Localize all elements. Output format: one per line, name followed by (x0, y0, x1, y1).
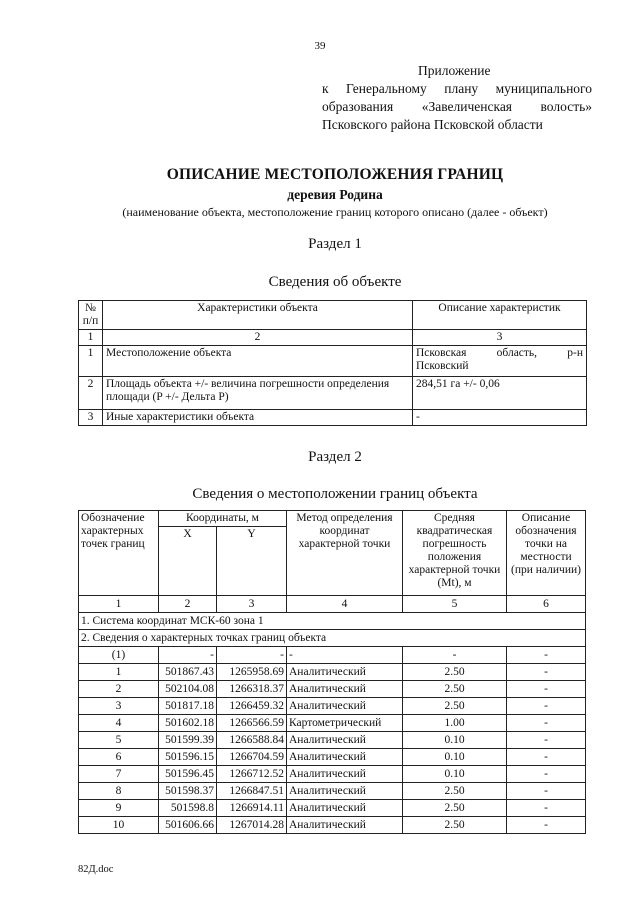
coord-y: 1266318.37 (217, 681, 287, 698)
coord-y: 1265958.69 (217, 664, 287, 681)
document-note: (наименование объекта, местоположение границ которого описано (далее - объект) (122, 205, 548, 219)
index-cell: 3 (217, 596, 287, 613)
point-label: 4 (79, 715, 159, 732)
coord-x: 501817.18 (159, 698, 217, 715)
coord-x: 502104.08 (159, 681, 217, 698)
table2-index-row (79, 596, 586, 613)
error-cell: 0.10 (403, 749, 507, 766)
point-label: 2 (79, 681, 159, 698)
row-description: - (413, 410, 587, 426)
error-cell: 2.50 (403, 698, 507, 715)
method-cell: Аналитический (287, 766, 403, 783)
header-x: X (159, 527, 217, 596)
table-row (79, 664, 586, 681)
error-cell: 2.50 (403, 783, 507, 800)
coord-y: 1266459.32 (217, 698, 287, 715)
point-label: 8 (79, 783, 159, 800)
index-cell: 1 (79, 330, 103, 346)
mark-cell: - (507, 698, 586, 715)
mark-cell: - (507, 783, 586, 800)
table-row (79, 681, 586, 698)
desc-part: область, (496, 347, 538, 359)
row-num: 1 (79, 346, 103, 377)
coord-x: - (159, 647, 217, 664)
table-row (79, 766, 586, 783)
header-num: № п/п (79, 301, 103, 330)
mark-cell: - (507, 664, 586, 681)
header-mark: Описание обозначения точки на местности (при наличии) (507, 511, 586, 596)
page-number: 39 (314, 40, 326, 52)
file-name: 82Д.doc (78, 864, 114, 875)
coord-y: 1266566.59 (217, 715, 287, 732)
coord-x: 501598.8 (159, 800, 217, 817)
point-label: 5 (79, 732, 159, 749)
error-cell: 2.50 (403, 800, 507, 817)
section1-heading: Раздел 1 (308, 236, 362, 252)
table-row (79, 647, 586, 664)
coord-x: 501598.37 (159, 783, 217, 800)
header-designation: Обозначение характерных точек границ (79, 511, 159, 596)
point-label: 9 (79, 800, 159, 817)
points-caption: 2. Сведения о характерных точках границ объекта (79, 630, 586, 647)
point-label: 10 (79, 817, 159, 834)
row-description: 284,51 га +/- 0,06 (413, 377, 587, 410)
error-cell: 2.50 (403, 664, 507, 681)
method-cell: Картометрический (287, 715, 403, 732)
coord-y: 1266588.84 (217, 732, 287, 749)
table1-index-row (79, 330, 587, 346)
index-cell: 5 (403, 596, 507, 613)
document-subtitle: деревия Родина (287, 187, 383, 202)
table-row (79, 410, 587, 426)
coord-x: 501596.15 (159, 749, 217, 766)
section1-subheading: Сведения об объекте (268, 274, 402, 290)
index-cell: 2 (103, 330, 413, 346)
object-info-table (78, 300, 587, 426)
document-title: ОПИСАНИЕ МЕСТОПОЛОЖЕНИЯ ГРАНИЦ (166, 166, 504, 183)
index-cell: 2 (159, 596, 217, 613)
error-cell: 2.50 (403, 817, 507, 834)
coord-y: 1266712.52 (217, 766, 287, 783)
row-characteristic: Местоположение объекта (103, 346, 413, 377)
coord-x: 501596.45 (159, 766, 217, 783)
row-characteristic: Площадь объекта +/- величина погрешности определения площади (P +/- Дельта P) (103, 377, 413, 410)
table2-header-row (79, 511, 586, 527)
mark-cell: - (507, 732, 586, 749)
row-characteristic: Иные характеристики объекта (103, 410, 413, 426)
table-row (79, 715, 586, 732)
header-method: Метод определения координат характерной точки (287, 511, 403, 596)
table-row (79, 800, 586, 817)
header-description: Описание характеристик (413, 301, 587, 330)
row-num: 2 (79, 377, 103, 410)
points-body (79, 647, 586, 834)
coord-x: 501602.18 (159, 715, 217, 732)
table-row (79, 749, 586, 766)
table-row (79, 817, 586, 834)
coord-y: - (217, 647, 287, 664)
mark-cell: - (507, 817, 586, 834)
mark-cell: - (507, 749, 586, 766)
method-cell: - (287, 647, 403, 664)
system-row (79, 613, 586, 630)
desc-part: Псковская (416, 347, 467, 359)
boundary-points-table (78, 510, 586, 834)
table-row (79, 346, 587, 377)
mark-cell: - (507, 766, 586, 783)
error-cell: - (403, 647, 507, 664)
section2-heading: Раздел 2 (308, 449, 362, 465)
table1-header-row (79, 301, 587, 330)
point-label: 6 (79, 749, 159, 766)
appendix-line-4: Псковского района Псковской области (322, 117, 543, 132)
method-cell: Аналитический (287, 800, 403, 817)
method-cell: Аналитический (287, 664, 403, 681)
method-cell: Аналитический (287, 681, 403, 698)
coord-y: 1267014.28 (217, 817, 287, 834)
error-cell: 1.00 (403, 715, 507, 732)
method-cell: Аналитический (287, 749, 403, 766)
header-y: Y (217, 527, 287, 596)
header-characteristics: Характеристики объекта (103, 301, 413, 330)
method-cell: Аналитический (287, 783, 403, 800)
appendix-line-1: Приложение (418, 63, 491, 78)
index-cell: 1 (79, 596, 159, 613)
coord-x: 501599.39 (159, 732, 217, 749)
coord-y: 1266704.59 (217, 749, 287, 766)
coordinate-system: 1. Система координат МСК-60 зона 1 (79, 613, 586, 630)
method-cell: Аналитический (287, 698, 403, 715)
appendix-line-3: образования «Завеличенская волость» (322, 99, 592, 114)
point-label: 3 (79, 698, 159, 715)
table-row (79, 783, 586, 800)
mark-cell: - (507, 647, 586, 664)
header-coordinates: Координаты, м (159, 511, 287, 527)
index-cell: 6 (507, 596, 586, 613)
header-error: Средняя квадратическая погрешность положения характерной точки (Mt), м (403, 511, 507, 596)
coord-y: 1266847.51 (217, 783, 287, 800)
error-cell: 0.10 (403, 732, 507, 749)
section2-subheading: Сведения о местоположении границ объекта (192, 486, 478, 502)
index-cell: 3 (413, 330, 587, 346)
point-label: 1 (79, 664, 159, 681)
row-description (413, 346, 587, 377)
desc-part: р-н (567, 347, 583, 359)
table-row (79, 377, 587, 410)
error-cell: 0.10 (403, 766, 507, 783)
mark-cell: - (507, 681, 586, 698)
table-row (79, 732, 586, 749)
point-label: (1) (79, 647, 159, 664)
desc-line-2: Псковский (416, 360, 469, 372)
method-cell: Аналитический (287, 732, 403, 749)
coord-x: 501867.43 (159, 664, 217, 681)
point-label: 7 (79, 766, 159, 783)
index-cell: 4 (287, 596, 403, 613)
method-cell: Аналитический (287, 817, 403, 834)
table-row (79, 698, 586, 715)
appendix-line-2: к Генеральному плану муниципального (322, 81, 592, 96)
coord-y: 1266914.11 (217, 800, 287, 817)
mark-cell: - (507, 715, 586, 732)
appendix-block (322, 62, 592, 134)
points-row (79, 630, 586, 647)
coord-x: 501606.66 (159, 817, 217, 834)
error-cell: 2.50 (403, 681, 507, 698)
row-num: 3 (79, 410, 103, 426)
mark-cell: - (507, 800, 586, 817)
